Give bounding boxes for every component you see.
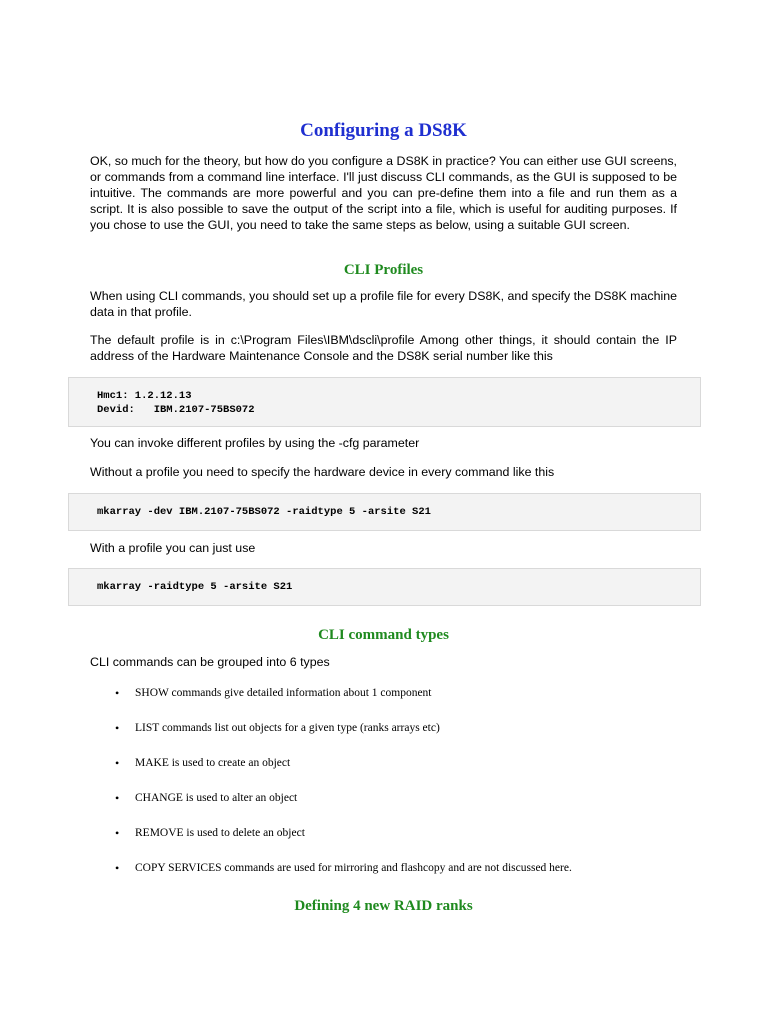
profiles-paragraph-2: The default profile is in c:\Program Files\IBM\dscli\profile Among other things, it should contain the IP address of the Hardware Maintenance Console and the DS8K serial number like this [90, 333, 677, 363]
list-item: • CHANGE is used to alter an object [115, 791, 298, 805]
code-block-profile [68, 377, 701, 427]
code-line: Devid: IBM.2107-75BS072 [97, 404, 255, 416]
profiles-paragraph-3: You can invoke different profiles by using the -cfg parameter [90, 436, 420, 450]
code-line: mkarray -raidtype 5 -arsite S21 [97, 581, 293, 593]
heading-defining-raid-ranks: Defining 4 new RAID ranks [294, 898, 473, 914]
bullet-icon: • [115, 861, 120, 875]
heading-cli-profiles: CLI Profiles [343, 262, 424, 278]
command-types-list [90, 686, 690, 896]
list-item: • SHOW commands give detailed information about 1 component [115, 686, 432, 700]
code-line: Hmc1: 1.2.12.13 [97, 390, 192, 402]
bullet-icon: • [115, 686, 120, 700]
bullet-icon: • [115, 756, 120, 770]
profiles-paragraph-5: With a profile you can just use [90, 541, 256, 555]
code-block-mkarray [68, 568, 701, 606]
profiles-paragraph-1: When using CLI commands, you should set up a profile file for every DS8K, and specify the DS8K machine data in that profile. [90, 289, 677, 319]
heading-cli-command-types: CLI command types [318, 627, 449, 643]
code-line: mkarray -dev IBM.2107-75BS072 -raidtype 5 -arsite S21 [97, 506, 431, 518]
command-types-intro: CLI commands can be grouped into 6 types [90, 655, 330, 669]
list-item: • REMOVE is used to delete an object [115, 826, 305, 840]
profiles-paragraph-4: Without a profile you need to specify the hardware device in every command like this [90, 465, 555, 479]
bullet-icon: • [115, 826, 120, 840]
bullet-icon: • [115, 791, 120, 805]
page-title: Configuring a DS8K [300, 120, 467, 141]
intro-paragraph: OK, so much for the theory, but how do you configure a DS8K in practice? You can either use GUI screens, or commands from a command line interface. I'll just discuss CLI commands, as the GUI is supposed to be intuitive. The commands are more powerful and you can pre-define them into a file and run them as a script. It is also possible to save the output of the script into a file, which is useful for auditing purposes. If you chose to use the GUI, you need to take the same steps as below, using a suitable GUI screen. [90, 154, 677, 232]
list-item: • MAKE is used to create an object [115, 756, 291, 770]
bullet-icon: • [115, 721, 120, 735]
code-block-mkarray-dev [68, 493, 701, 531]
list-item: • LIST commands list out objects for a given type (ranks arrays etc) [115, 721, 440, 735]
list-item: • COPY SERVICES commands are used for mirroring and flashcopy and are not discussed here. [115, 861, 572, 875]
